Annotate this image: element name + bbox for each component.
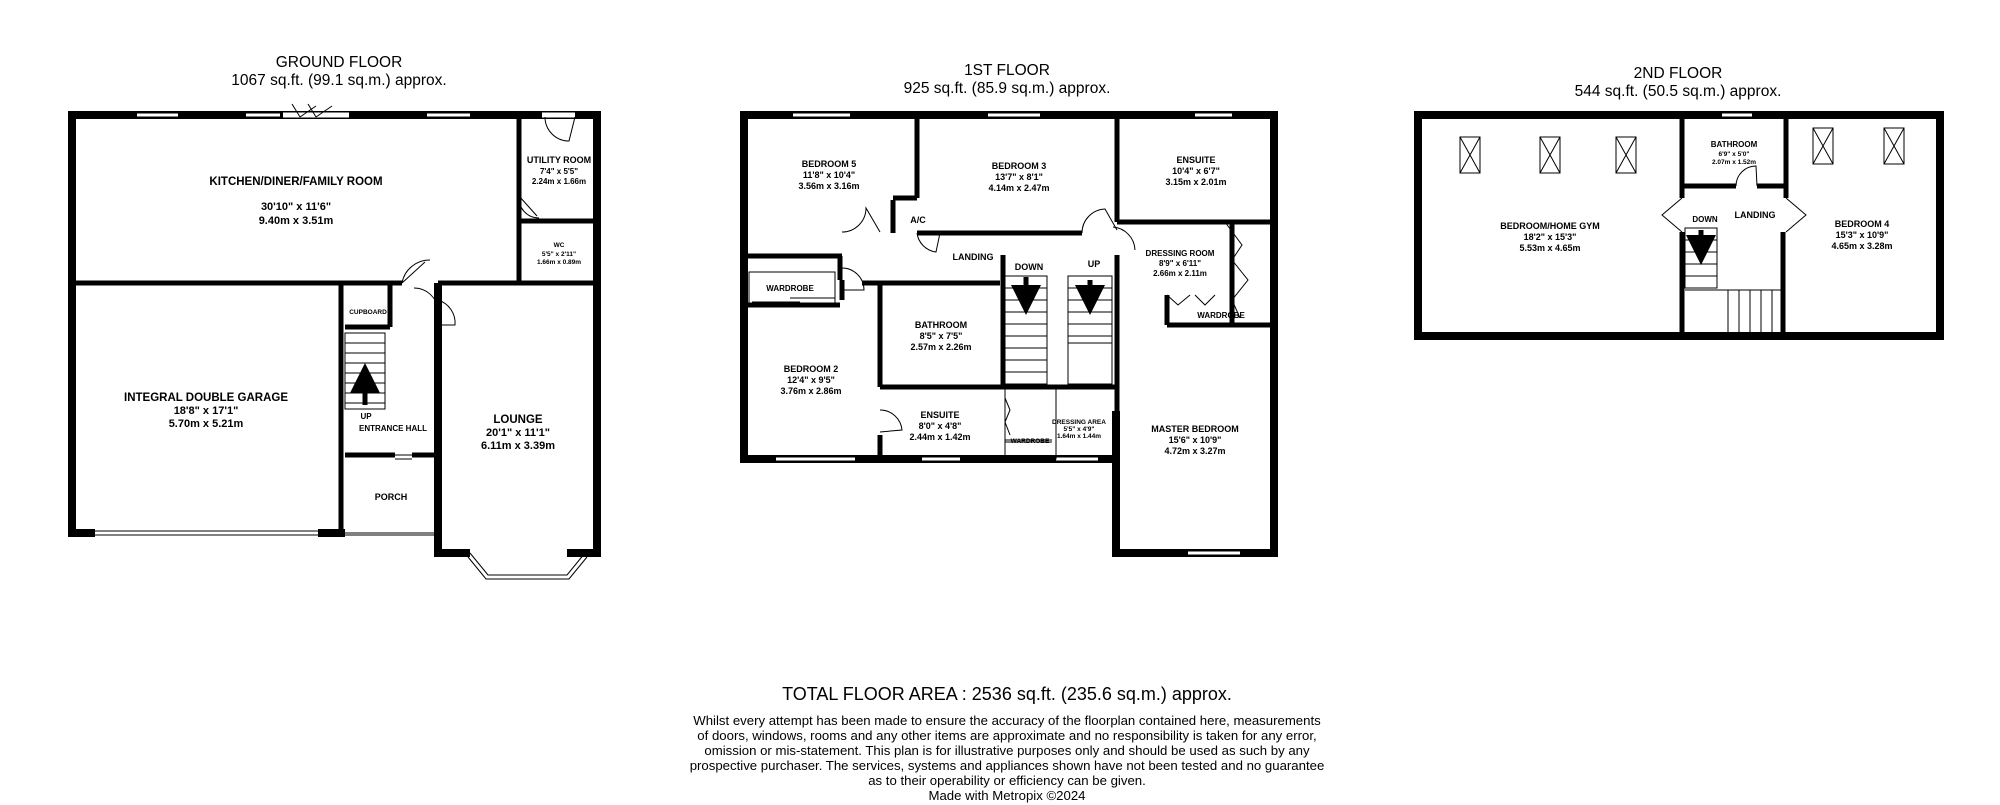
disclaimer-line-3: omission or mis-statement. This plan is for illustrative purposes only and should be used as such by any	[704, 743, 1310, 758]
room-gym-imperial: 18'2" x 15'3"	[1523, 232, 1577, 242]
room-bed5-imperial: 11'8" x 10'4"	[802, 170, 856, 180]
room-utility-metric: 2.24m x 1.66m	[531, 177, 587, 186]
first-floor-area: 925 sq.ft. (85.9 sq.m.) approx.	[903, 80, 1111, 97]
room-bed5-name: BEDROOM 5	[801, 159, 857, 169]
room-dressing-metric: 2.66m x 2.11m	[1153, 269, 1207, 278]
room-bed4-metric: 4.65m x 3.28m	[1831, 241, 1893, 251]
room-bed2-name: BEDROOM 2	[783, 364, 839, 374]
room-ensuite2-imperial: 8'0" x 4'8"	[918, 421, 962, 431]
room-utility-name: UTILITY ROOM	[526, 155, 592, 165]
ground-floor-area: 1067 sq.ft. (99.1 sq.m.) approx.	[231, 72, 447, 89]
room-garage-imperial: 18'8" x 17'1"	[173, 405, 239, 417]
room-wc-metric: 1.66m x 0.89m	[536, 259, 582, 266]
room-lounge-imperial: 20'1" x 11'1"	[486, 427, 550, 439]
room-ensuite1-metric: 3.15m x 2.01m	[1165, 177, 1227, 187]
total-floor-area: TOTAL FLOOR AREA : 2536 sq.ft. (235.6 sq.m.) approx.	[782, 684, 1232, 704]
room-kitchen-name: KITCHEN/DINER/FAMILY ROOM	[209, 176, 383, 188]
room-bath2-metric: 2.07m x 1.52m	[1711, 159, 1757, 166]
room-kitchen-imperial: 30'10" x 11'6"	[260, 201, 332, 213]
room-garage-name: INTEGRAL DOUBLE GARAGE	[124, 392, 288, 404]
room-bath2-name: BATHROOM	[1710, 140, 1758, 149]
room-hall-name: ENTRANCE HALL	[359, 424, 427, 433]
first-stairs-down-label: DOWN	[1014, 262, 1044, 272]
first-wardrobe-left-label: WARDROBE	[766, 284, 814, 293]
room-bath2-imperial: 6'9" x 5'0"	[1718, 151, 1750, 158]
room-bed3-imperial: 13'7" x 8'1"	[995, 172, 1043, 182]
room-lounge-metric: 6.11m x 3.39m	[480, 440, 556, 452]
room-bathroom-name: BATHROOM	[914, 320, 968, 330]
ground-stairs-up-label: UP	[360, 412, 372, 421]
room-dressing-area-name: DRESSING AREA	[1052, 419, 1106, 426]
room-cupboard-name: CUPBOARD	[349, 309, 387, 316]
room-dressing-area-imperial: 5'5" x 4'9"	[1063, 426, 1095, 433]
disclaimer-line-5: as to their operability or efficiency can be given.	[868, 773, 1146, 788]
room-dressing-area-metric: 1.64m x 1.44m	[1056, 433, 1102, 440]
disclaimer-line-2: of doors, windows, rooms and any other items are approximate and no responsibility is taken for any error,	[697, 728, 1317, 743]
room-garage-metric: 5.70m x 5.21m	[168, 418, 244, 430]
first-landing-name: LANDING	[952, 252, 994, 262]
room-bed3-name: BEDROOM 3	[991, 161, 1047, 171]
second-stairs-down-label: DOWN	[1692, 215, 1718, 224]
room-utility-imperial: 7'4" x 5'5"	[539, 167, 579, 176]
room-bed2-metric: 3.76m x 2.86m	[780, 386, 842, 396]
disclaimer-line-6: Made with Metropix ©2024	[928, 788, 1086, 803]
room-gym-metric: 5.53m x 4.65m	[1519, 243, 1581, 253]
room-bathroom-imperial: 8'5" x 7'5"	[919, 331, 963, 341]
room-dressing-name: DRESSING ROOM	[1145, 249, 1215, 258]
room-ensuite2-metric: 2.44m x 1.42m	[909, 432, 971, 442]
room-master-name: MASTER BEDROOM	[1151, 424, 1239, 434]
room-wc-imperial: 5'5" x 2'11"	[541, 251, 577, 258]
room-bed4-imperial: 15'3" x 10'9"	[1835, 230, 1889, 240]
disclaimer-line-1: Whilst every attempt has been made to ensure the accuracy of the floorplan contained here, measurements	[693, 713, 1321, 728]
room-bed4-name: BEDROOM 4	[1834, 219, 1890, 229]
first-stairs-up-label: UP	[1087, 259, 1101, 269]
first-wardrobe-right-label: WARDROBE	[1197, 311, 1245, 320]
room-ensuite1-name: ENSUITE	[1176, 155, 1216, 165]
room-gym-name: BEDROOM/HOME GYM	[1500, 221, 1600, 231]
room-ac-name: A/C	[910, 215, 926, 225]
room-porch-name: PORCH	[374, 492, 408, 502]
room-lounge-name: LOUNGE	[493, 414, 543, 426]
room-master-imperial: 15'6" x 10'9"	[1168, 435, 1222, 445]
second-floor-area: 544 sq.ft. (50.5 sq.m.) approx.	[1574, 83, 1782, 100]
room-ensuite2-name: ENSUITE	[920, 410, 960, 420]
room-bed2-imperial: 12'4" x 9'5"	[787, 375, 835, 385]
room-bathroom-metric: 2.57m x 2.26m	[910, 342, 972, 352]
room-master-metric: 4.72m x 3.27m	[1164, 446, 1226, 456]
room-kitchen-metric: 9.40m x 3.51m	[258, 215, 334, 227]
first-floor-title: 1ST FLOOR	[964, 62, 1050, 79]
room-ensuite1-imperial: 10'4" x 6'7"	[1172, 166, 1220, 176]
disclaimer-line-4: prospective purchaser. The services, systems and appliances shown have not been tested and no guarantee	[689, 758, 1325, 773]
second-landing-name: LANDING	[1734, 210, 1776, 220]
ground-floor-title: GROUND FLOOR	[275, 54, 403, 71]
room-bed5-metric: 3.56m x 3.16m	[798, 181, 860, 191]
first-wardrobe-small-label: WARDROBE	[1010, 438, 1050, 445]
room-wc-name: WC	[553, 242, 565, 249]
room-bed3-metric: 4.14m x 2.47m	[988, 183, 1050, 193]
room-dressing-imperial: 8'9" x 6'11"	[1158, 259, 1202, 268]
second-floor-title: 2ND FLOOR	[1633, 65, 1723, 82]
